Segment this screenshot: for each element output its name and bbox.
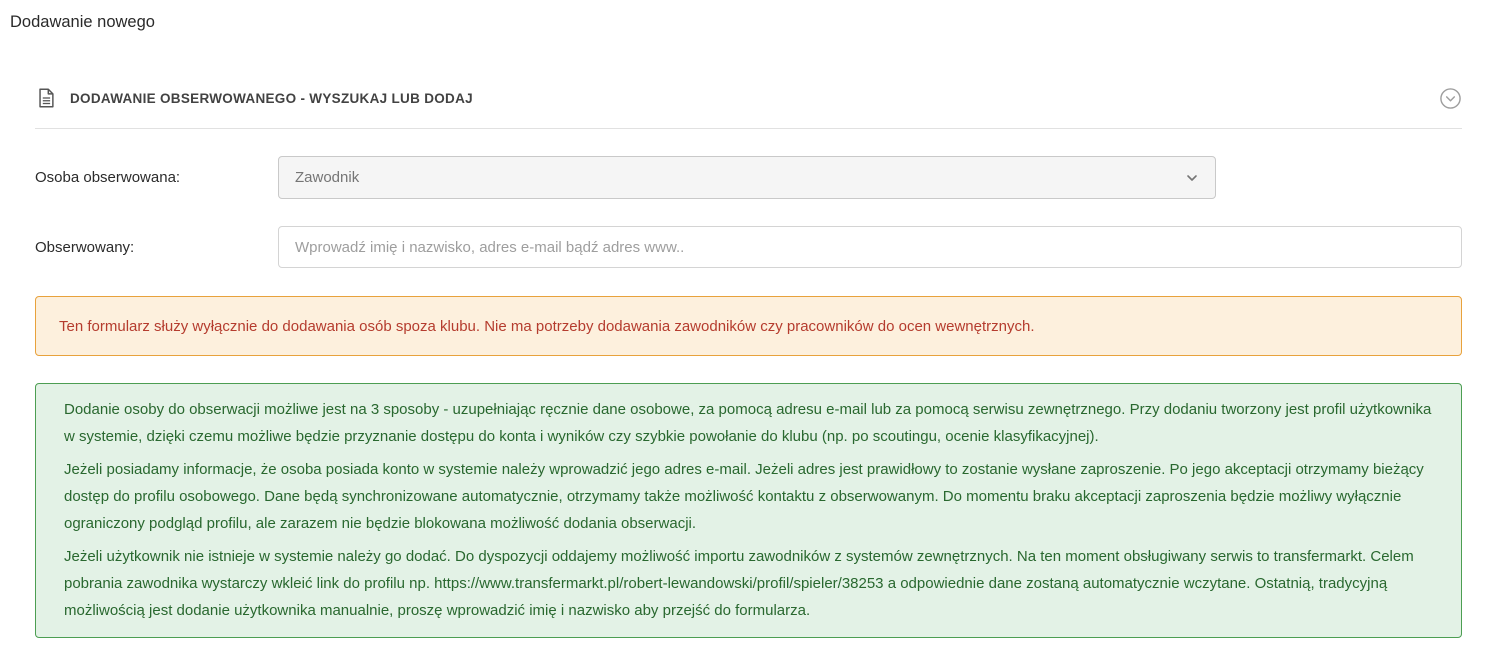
observed-type-select[interactable] [278,156,1216,199]
header-divider [35,128,1462,129]
warning-alert [35,296,1462,356]
chevron-down-icon [1185,171,1199,185]
form-row-observed [35,226,1462,268]
observed-label: Obserwowany: [35,238,135,256]
add-observed-card [35,84,1462,638]
card-title: DODAWANIE OBSERWOWANEGO - WYSZUKAJ LUB DODAJ [70,90,473,106]
page-title: Dodawanie nowego [10,13,155,31]
observed-type-label: Osoba obserwowana: [35,169,181,186]
observed-search-input[interactable] [278,226,1462,268]
card-header [35,84,1462,112]
document-icon [35,86,57,110]
info-paragraph: Jeżeli posiadamy informacje, że osoba posiada konto w systemie należy wprowadzić jego adres e-mail. Jeżeli adres jest prawidłowy to zostanie wysłane zaproszenie. Po jego akceptacji otrzymamy bieżący dostęp do profilu osobowego. Dane będą synchronizowane automatycznie, otrzymamy także możliwość kontaktu z obserwowanym. Do momentu braku akceptacji zaproszenia będzie możliwy wyłącznie ograniczony podgląd profilu, ale zarazem nie będzie blokowana możliwość dodania obserwacji. [64,461,1424,532]
info-paragraph: Dodanie osoby do obserwacji możliwe jest na 3 sposoby - uzupełniając ręcznie dane osobowe, za pomocą adresu e-mail lub za pomocą serwisu zewnętrznego. Przy dodaniu tworzony jest profil użytkownika w systemie, dzięki czemu możliwe będzie przyznanie dostępu do konta i wyników czy szybkie powołanie do klubu (np. po scoutingu, ocenie klasyfikacyjnej). [64,401,1432,445]
info-alert [35,383,1462,638]
observed-type-selected-value: Zawodnik [295,169,360,186]
collapse-panel-button[interactable] [1438,86,1462,110]
info-paragraph: Jeżeli użytkownik nie istnieje w systemie należy go dodać. Do dyspozycji oddajemy możliwość importu zawodników z systemów zewnętrznych. Na ten moment obsługiwany serwis to transfermarkt. Celem pobrania zawodnika wystarczy wkleić link do profilu np. https://www.transfermarkt.pl/robert-lewandowski/profil/spieler/38253 a odpowiednie dane zostaną automatycznie wczytane. Ostatnią, tradycyjną możliwością jest dodanie użytkownika manualnie, proszę wprowadzić imię i nazwisko aby przejść do formularza. [64,548,1414,619]
chevron-down-circle-icon [1439,87,1462,110]
form-row-observed-type [35,156,1462,199]
warning-alert-text: Ten formularz służy wyłącznie do dodawania osób spoza klubu. Nie ma potrzeby dodawania zawodników czy pracowników do ocen wewnętrznych. [59,317,1035,335]
